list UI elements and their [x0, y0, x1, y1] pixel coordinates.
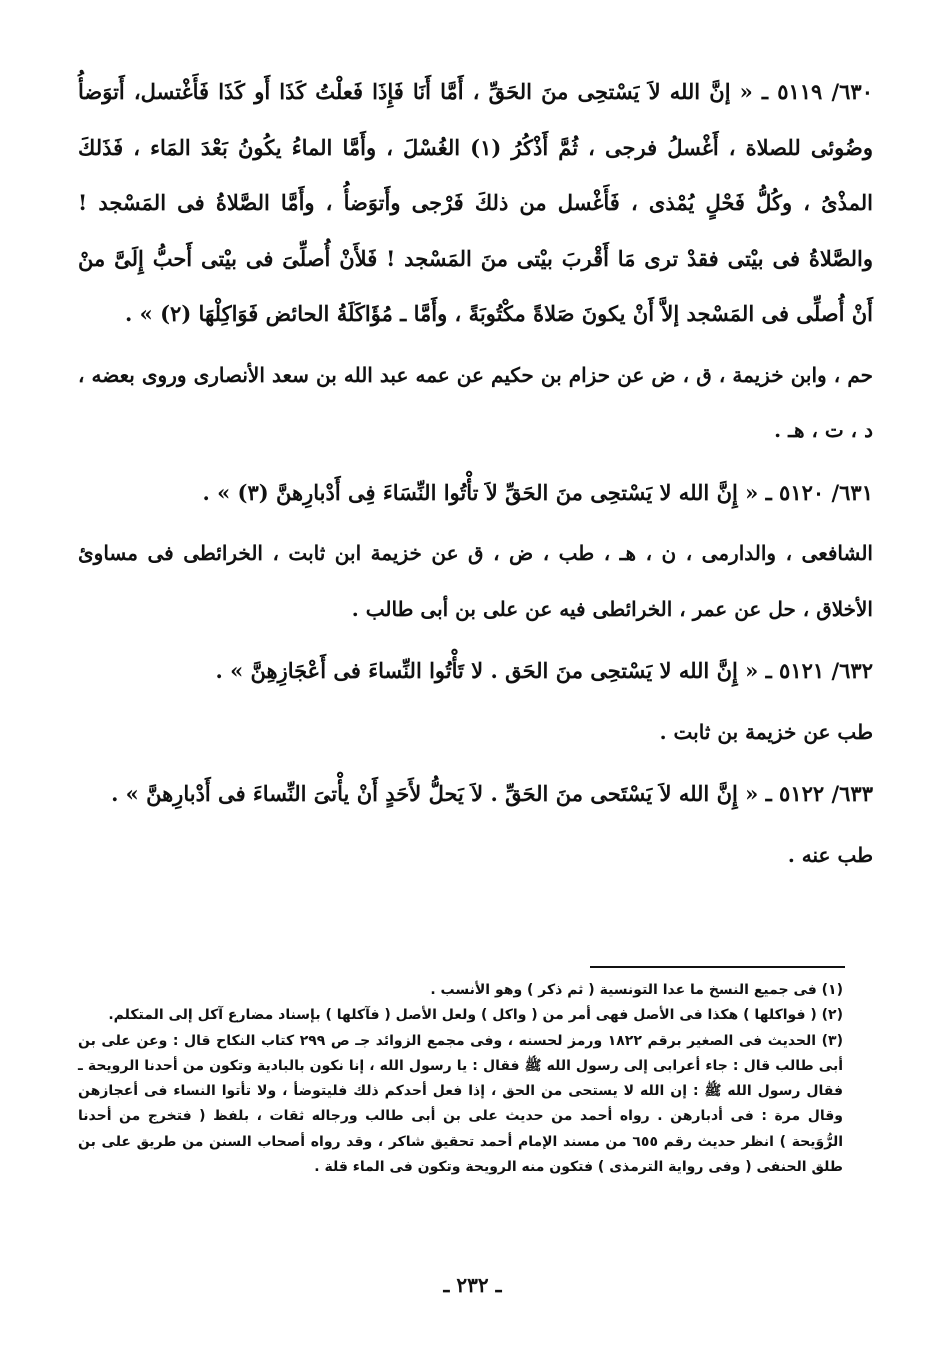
footnotes	[78, 978, 843, 1180]
hadith-633-sources: طب عنه .	[787, 842, 873, 867]
footnote-3: (٣) الحديث فى الصغير برقم ١٨٢٢ ورمز لحسنه ، وفى مجمع الزوائد جـ ص ٢٩٩ كتاب النكاح قال : وعن على بن أبى طالب قال : جاء أعرابى إلى رسول الله ﷺ فقال : يا رسول الله ، إنا نكون بالبادية وتكون من أحدنا الرويحة ـ فقال رسول الله ﷺ : إن الله لا يستحى من الحق ، إذا فعل أحدكم ذلك فليتوضأ ، ولا تأتوا النساء فى أعجازهن وقال مرة : فى أدبارهن . رواه أحمد من حديث على بن أبى طالب ورجاله ثقات ، بلفظ ( فتخرج من أحدنا الرُّوَيحة ) انظر حديث رقم ٦٥٥ من مسند الإمام أحمد تحقيق شاكر ، وقد رواه أصحاب السنن من طريق على بن طلق الحنفى ( وفى رواية الترمذى ) فتكون منه الرويحة وتكون فى الماء قلة .	[78, 1032, 843, 1176]
footnote-2: (٢) ( فواكلها ) هكذا فى الأصل فهى أمر من ( واكل ) ولعل الأصل ( فآكلها ) بإسناد مضارع آكل إلى المتكلم.	[108, 1007, 843, 1024]
main-text	[78, 64, 873, 883]
hadith-630-sources: حم ، وابن خزيمة ، ق ، ض عن حزام بن حكيم عن عمه عبد الله بن سعد الأنصارى وروى بعضه ، د ، ت ، هـ .	[78, 362, 873, 442]
footnote-1: (١) فى جميع النسخ ما عدا التونسية ( ثم ذكر ) وهو الأنسب .	[430, 982, 843, 998]
page-number: ـ ٢٣٢ ـ	[443, 1273, 502, 1297]
hadith-631-sources: الشافعى ، والدارمى ، ن ، هـ ، طب ، ض ، ق عن خزيمة ابن ثابت ، الخرائطى فى مساوئ الأخلاق ، حل عن عمر ، الخرائطى فيه عن على بن أبى طالب .	[78, 541, 873, 621]
hadith-631: ٦٣١/ ٥١٢٠ ـ « إِنَّ الله لا يَسْتحِى منَ الحَقِّ لاَ تأْتُوا النِّسَاءَ فِى أَدْبارِهنَّ (٣) » .	[202, 479, 873, 505]
hadith-632-sources: طب عن خزيمة بن ثابت .	[659, 719, 873, 744]
hadith-630: ٦٣٠/ ٥١١٩ ـ « إنَّ الله لاَ يَسْتحِى منَ الحَقِّ ، أَمَّا أَنَا فَإِذَا فَعلْتُ كَذَا أَو كَذَا فَأَغْتسل، أَتوَضأُ وضُوئى للصلاة ، أَغْسلُ فرجى ، ثُمَّ أَذْكُرُ (١) الغُسْلَ ، وأَمَّا الماءُ يكُونُ بَعْدَ المَاء ، فَذَلكَ المذْىُ ، وكُلُّ فَحْلٍ يُمْذى ، فَأَغْسل من ذلكَ فَرْجى وأَتوَضأُ ، وأَمَّا الصَّلاةُ فى المَسْجد ! والصَّلاةُ فى بيْتى فقدْ ترى مَا أَقْربَ بيْتى منَ المَسْجد ! فَلأَنْ أُصلِّىَ فى بيْتى أَحبُّ إِلَىَّ منْ أَنْ أُصلِّى فى المَسْجد إلاَّ أَنْ يكونَ صَلاةً مكْتُوبَةً ، وأَمَّا ـ مُؤَاكَلَةُ الحائض فَوَاكِلْهَا (٢) » .	[78, 79, 874, 326]
footnote-separator	[590, 966, 845, 968]
hadith-633: ٦٣٣/ ٥١٢٢ ـ « إِنَّ الله لاَ يَسْتَحى منَ الحَقِّ . لاَ يَحلُّ لأَحَدٍ أَنْ يأْتىَ النِّساءَ فى أَدْبارِهنَّ » .	[111, 781, 873, 806]
hadith-632: ٦٣٢/ ٥١٢١ ـ « إِنَّ الله لا يَسْتحِى منَ الحَق . لا تَأْتُوا النِّساءَ فى أَعْجَازِهِنَّ » .	[215, 658, 873, 683]
